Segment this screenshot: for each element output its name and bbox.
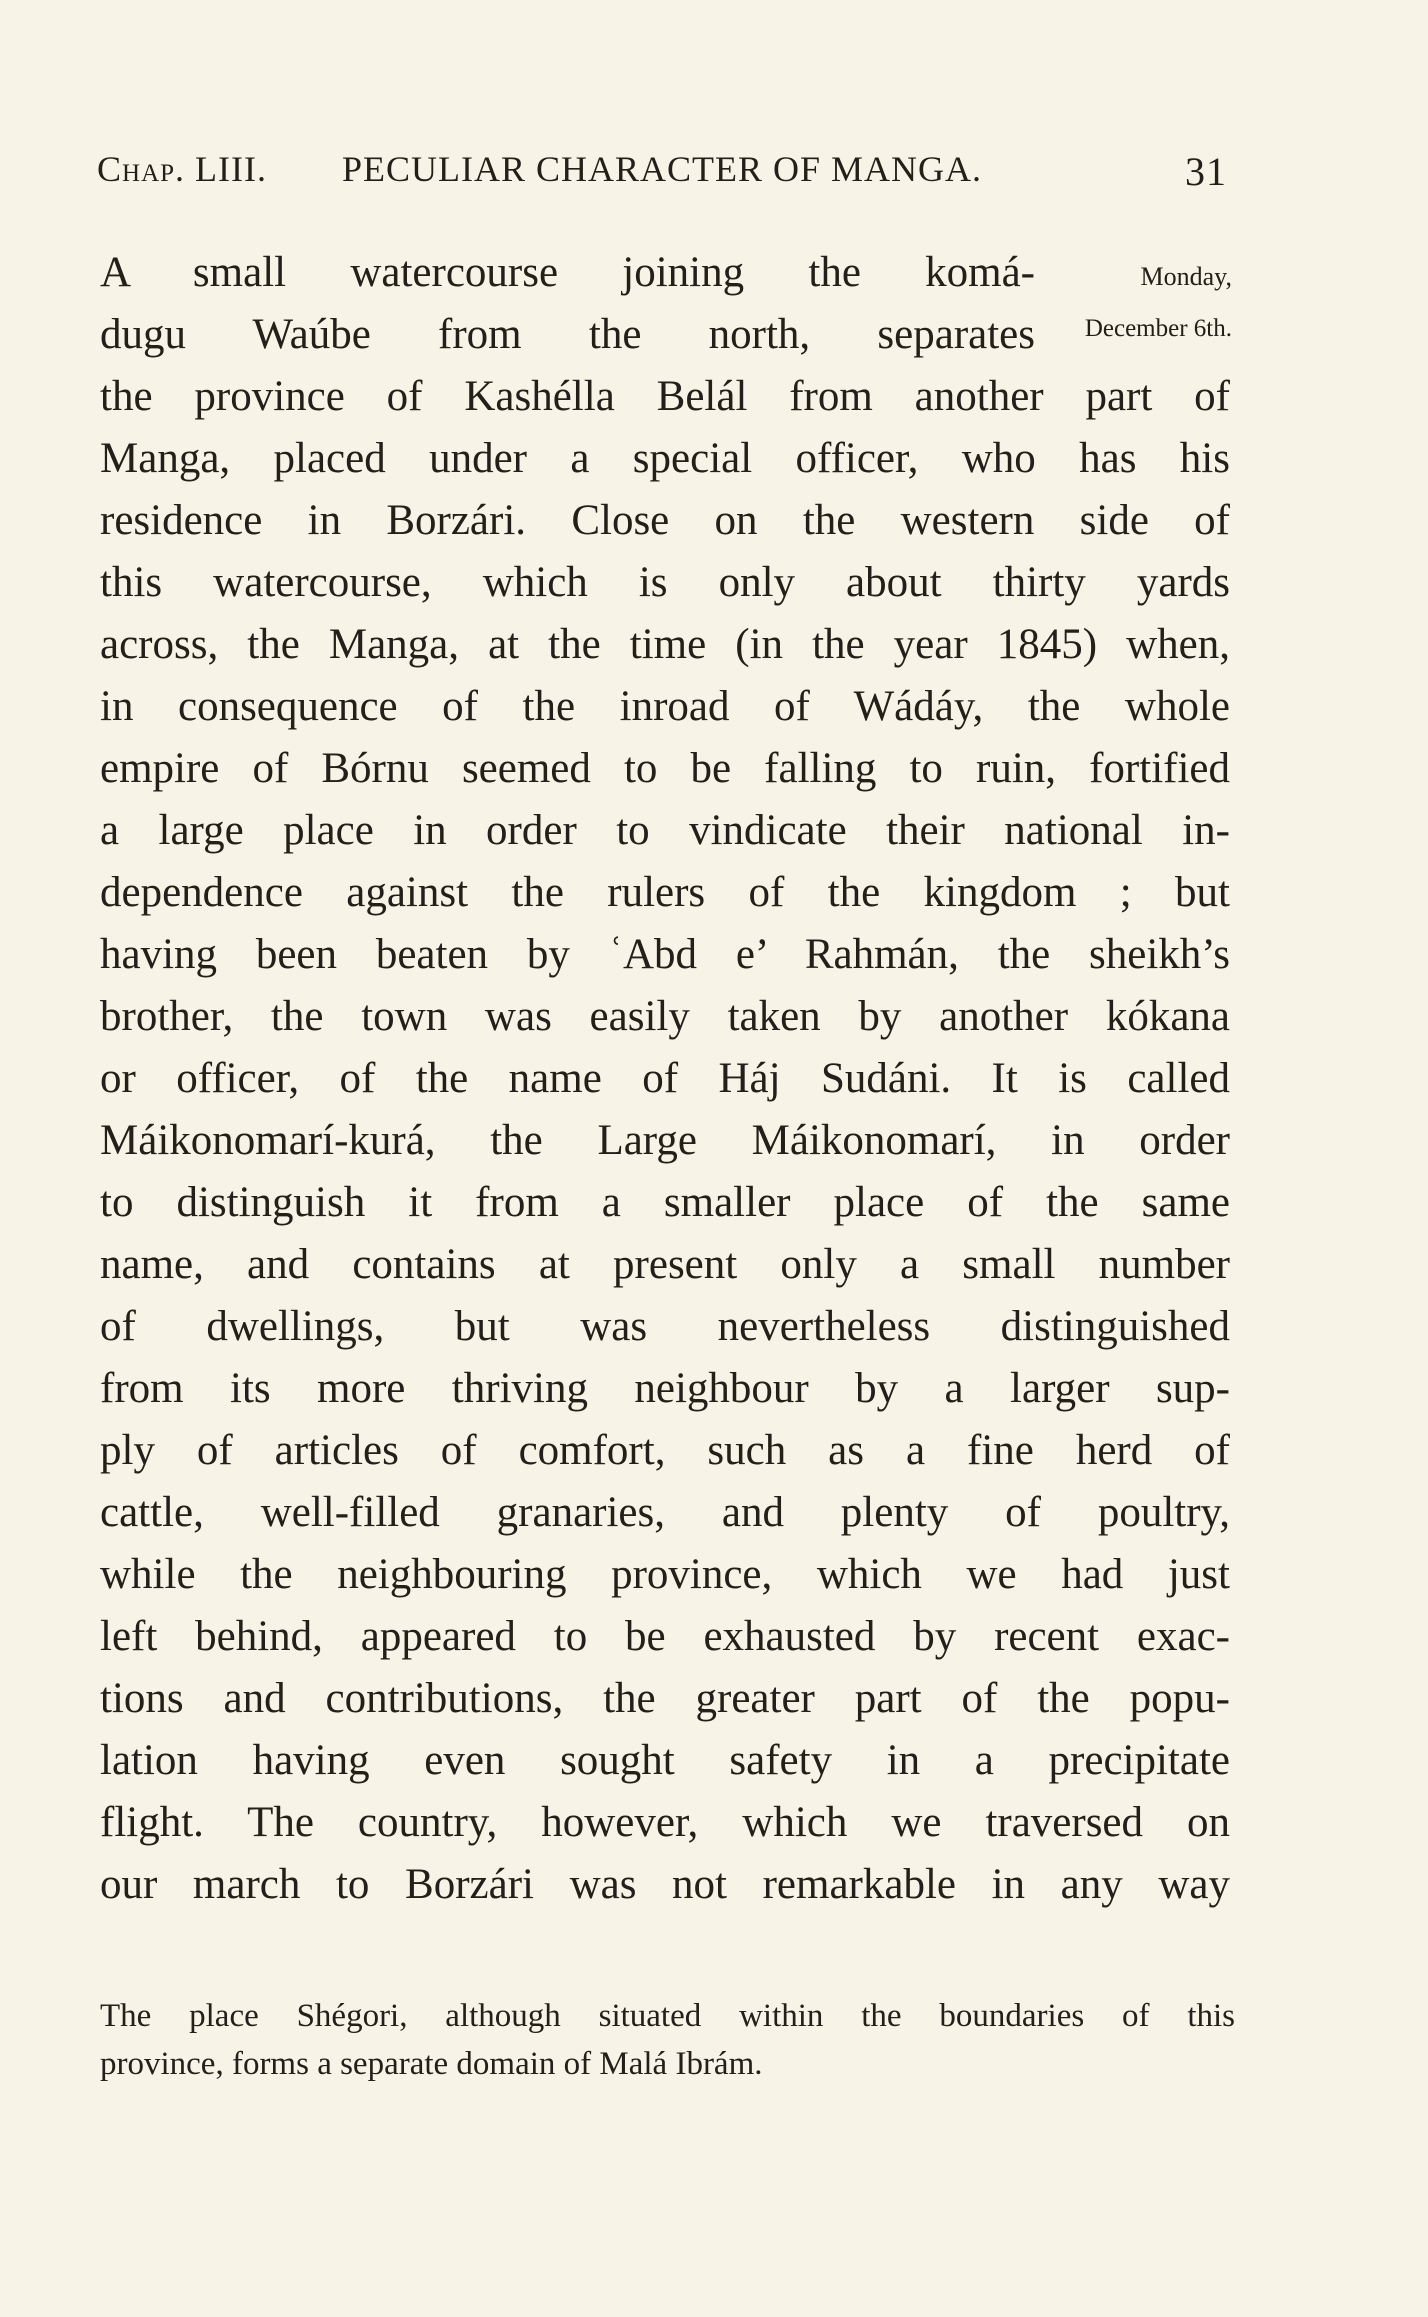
text-line: or officer, of the name of Háj Sudáni. It is called — [100, 1055, 1230, 1102]
margin-note-day: Monday, — [1140, 262, 1232, 291]
text-line: cattle, well-filled granaries, and plenty of poultry, — [100, 1489, 1230, 1536]
text-line: A small watercourse joining the komá- — [100, 249, 1035, 296]
text-line: to distinguish it from a smaller place of the same — [100, 1179, 1230, 1226]
text-line: a large place in order to vindicate their national in- — [100, 807, 1230, 854]
text-line: this watercourse, which is only about thirty yards — [100, 559, 1230, 606]
page-number: 31 — [1185, 149, 1227, 194]
text-line: left behind, appeared to be exhausted by recent exac- — [100, 1613, 1230, 1660]
text-line: of dwellings, but was nevertheless distinguished — [100, 1303, 1230, 1350]
footnote — [100, 1992, 1235, 2088]
margin-note-date: December 6th. — [1084, 315, 1232, 342]
body-text — [100, 242, 1230, 1916]
text-line: name, and contains at present only a small number — [100, 1241, 1230, 1288]
text-line: dugu Waúbe from the north, separates — [100, 311, 1035, 358]
text-line: lation having even sought safety in a precipitate — [100, 1737, 1230, 1784]
text-line: tions and contributions, the greater part of the popu- — [100, 1675, 1230, 1722]
text-line: across, the Manga, at the time (in the year 1845) when, — [100, 621, 1230, 668]
running-head — [97, 148, 1227, 198]
text-line: the province of Kashélla Belál from another part of — [100, 373, 1230, 420]
text-line: our march to Borzári was not remarkable in any way — [100, 1861, 1230, 1908]
running-title: PECULIAR CHARACTER OF MANGA. — [342, 149, 983, 189]
text-line: empire of Bórnu seemed to be falling to ruin, fortified — [100, 745, 1230, 792]
text-line: residence in Borzári. Close on the western side of — [100, 497, 1230, 544]
text-line: dependence against the rulers of the kingdom ; but — [100, 869, 1230, 916]
text-line: from its more thriving neighbour by a larger sup- — [100, 1365, 1230, 1412]
chapter-label: Chap. LIII. — [97, 149, 267, 189]
text-line: flight. The country, however, which we traversed on — [100, 1799, 1230, 1846]
text-line: ply of articles of comfort, such as a fine herd of — [100, 1427, 1230, 1474]
footnote-line: The place Shégori, although situated within the boundaries of this — [100, 1998, 1235, 2034]
text-line: having been beaten by ʿAbd e’ Rahmán, the sheikh’s — [100, 931, 1230, 978]
text-line: in consequence of the inroad of Wádáy, the whole — [100, 683, 1230, 730]
text-line: while the neighbouring province, which we had just — [100, 1551, 1230, 1598]
text-line: brother, the town was easily taken by another kókana — [100, 993, 1230, 1040]
text-line: Máikonomarí-kurá, the Large Máikonomarí, in order — [100, 1117, 1230, 1164]
text-line: Manga, placed under a special officer, who has his — [100, 435, 1230, 482]
footnote-line: province, forms a separate domain of Malá Ibrám. — [100, 2046, 763, 2082]
